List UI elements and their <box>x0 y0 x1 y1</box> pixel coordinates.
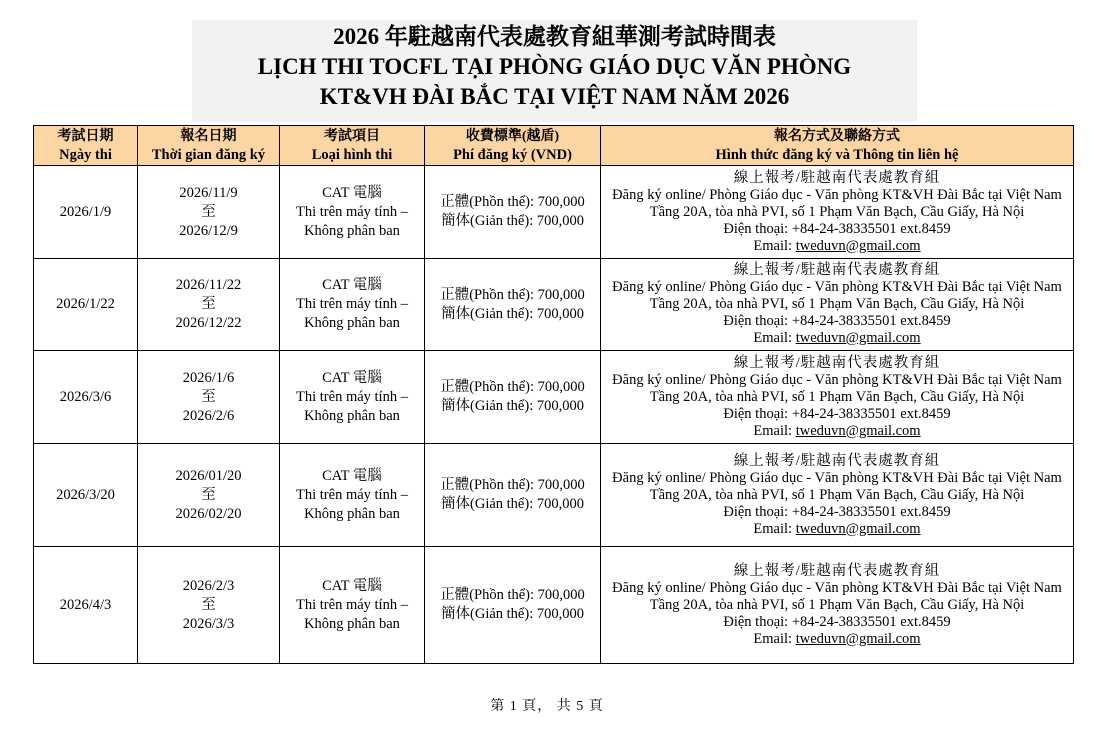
exam-type-cell: CAT 電腦 Thi trên máy tính – Không phân ban <box>280 444 425 547</box>
exam-type-cell: CAT 電腦 Thi trên máy tính – Không phân ban <box>280 259 425 351</box>
contact-cell: 線上報考/駐越南代表處教育組 Đăng ký online/ Phòng Giáo dục - Văn phòng KT&VH Đài Bắc tại Việt Nam Tầng 20A, tòa nhà PVI, số 1 Phạm Văn Bạch, Cầu Giấy, Hà Nội Điện thoại: +84-24-38335501 ext.8459 Email: tweduvn@gmail.com <box>601 351 1074 444</box>
exam-type-cell: CAT 電腦 Thi trên máy tính – Không phân ban <box>280 166 425 259</box>
contact-cell: 線上報考/駐越南代表處教育組 Đăng ký online/ Phòng Giáo dục - Văn phòng KT&VH Đài Bắc tại Việt Nam Tầng 20A, tòa nhà PVI, số 1 Phạm Văn Bạch, Cầu Giấy, Hà Nội Điện thoại: +84-24-38335501 ext.8459 Email: tweduvn@gmail.com <box>601 259 1074 351</box>
fee-cell: 正體(Phồn thể): 700,000 簡体(Giản thể): 700,000 <box>425 547 601 664</box>
email-link[interactable]: tweduvn@gmail.com <box>795 422 921 439</box>
header-contact: 報名方式及聯絡方式 Hình thức đăng ký và Thông tin liên hệ <box>601 126 1074 166</box>
email-link[interactable]: tweduvn@gmail.com <box>795 237 921 254</box>
contact-cell: 線上報考/駐越南代表處教育組 Đăng ký online/ Phòng Giáo dục - Văn phòng KT&VH Đài Bắc tại Việt Nam Tầng 20A, tòa nhà PVI, số 1 Phạm Văn Bạch, Cầu Giấy, Hà Nội Điện thoại: +84-24-38335501 ext.8459 Email: tweduvn@gmail.com <box>601 444 1074 547</box>
table-row <box>34 547 1074 664</box>
header-registration-period: 報名日期 Thời gian đăng ký <box>138 126 280 166</box>
exam-date-cell: 2026/3/6 <box>34 351 138 444</box>
header-exam-type: 考試項目 Loại hình thi <box>280 126 425 166</box>
title-vietnamese-line2: KT&VH ĐÀI BẮC TẠI VIỆT NAM NĂM 2026 <box>319 84 790 109</box>
title-chinese: 2026 年駐越南代表處教育組華測考試時間表 <box>333 24 776 49</box>
email-link[interactable]: tweduvn@gmail.com <box>795 330 921 346</box>
table-row <box>34 259 1074 351</box>
header-fee: 收費標準(越盾) Phí đăng ký (VND) <box>425 126 601 166</box>
registration-period-cell: 2026/1/6 至 2026/2/6 <box>138 351 280 444</box>
fee-cell: 正體(Phồn thể): 700,000 簡体(Giản thể): 700,000 <box>425 444 601 547</box>
exam-type-cell: CAT 電腦 Thi trên máy tính – Không phân ban <box>280 547 425 664</box>
table-header-row <box>34 126 1074 166</box>
contact-cell: 線上報考/駐越南代表處教育組 Đăng ký online/ Phòng Giáo dục - Văn phòng KT&VH Đài Bắc tại Việt Nam Tầng 20A, tòa nhà PVI, số 1 Phạm Văn Bạch, Cầu Giấy, Hà Nội Điện thoại: +84-24-38335501 ext.8459 Email: tweduvn@gmail.com <box>601 166 1074 259</box>
registration-period-cell: 2026/01/20 至 2026/02/20 <box>138 444 280 547</box>
email-link[interactable]: tweduvn@gmail.com <box>795 630 921 647</box>
registration-period-cell: 2026/11/22 至 2026/12/22 <box>138 259 280 351</box>
document-title-block <box>192 20 917 122</box>
fee-cell: 正體(Phồn thể): 700,000 簡体(Giản thể): 700,000 <box>425 166 601 259</box>
exam-date-cell: 2026/1/9 <box>34 166 138 259</box>
contact-cell: 線上報考/駐越南代表處教育組 Đăng ký online/ Phòng Giáo dục - Văn phòng KT&VH Đài Bắc tại Việt Nam Tầng 20A, tòa nhà PVI, số 1 Phạm Văn Bạch, Cầu Giấy, Hà Nội Điện thoại: +84-24-38335501 ext.8459 Email: tweduvn@gmail.com <box>601 547 1074 664</box>
page-indicator: 第 1 頁， 共 5 頁 <box>490 699 604 714</box>
exam-date-cell: 2026/4/3 <box>34 547 138 664</box>
table-row <box>34 444 1074 547</box>
registration-period-cell: 2026/11/9 至 2026/12/9 <box>138 166 280 259</box>
exam-schedule-table <box>33 125 1074 664</box>
table-row <box>34 351 1074 444</box>
header-exam-date: 考試日期 Ngày thi <box>34 126 138 166</box>
email-link[interactable]: tweduvn@gmail.com <box>795 520 921 537</box>
fee-cell: 正體(Phồn thể): 700,000 簡体(Giản thể): 700,000 <box>425 259 601 351</box>
title-vietnamese-line1: LỊCH THI TOCFL TẠI PHÒNG GIÁO DỤC VĂN PHÒNG <box>257 54 852 79</box>
fee-cell: 正體(Phồn thể): 700,000 簡体(Giản thể): 700,000 <box>425 351 601 444</box>
exam-date-cell: 2026/1/22 <box>34 259 138 351</box>
table-row <box>34 166 1074 259</box>
registration-period-cell: 2026/2/3 至 2026/3/3 <box>138 547 280 664</box>
exam-date-cell: 2026/3/20 <box>34 444 138 547</box>
exam-type-cell: CAT 電腦 Thi trên máy tính – Không phân ban <box>280 351 425 444</box>
